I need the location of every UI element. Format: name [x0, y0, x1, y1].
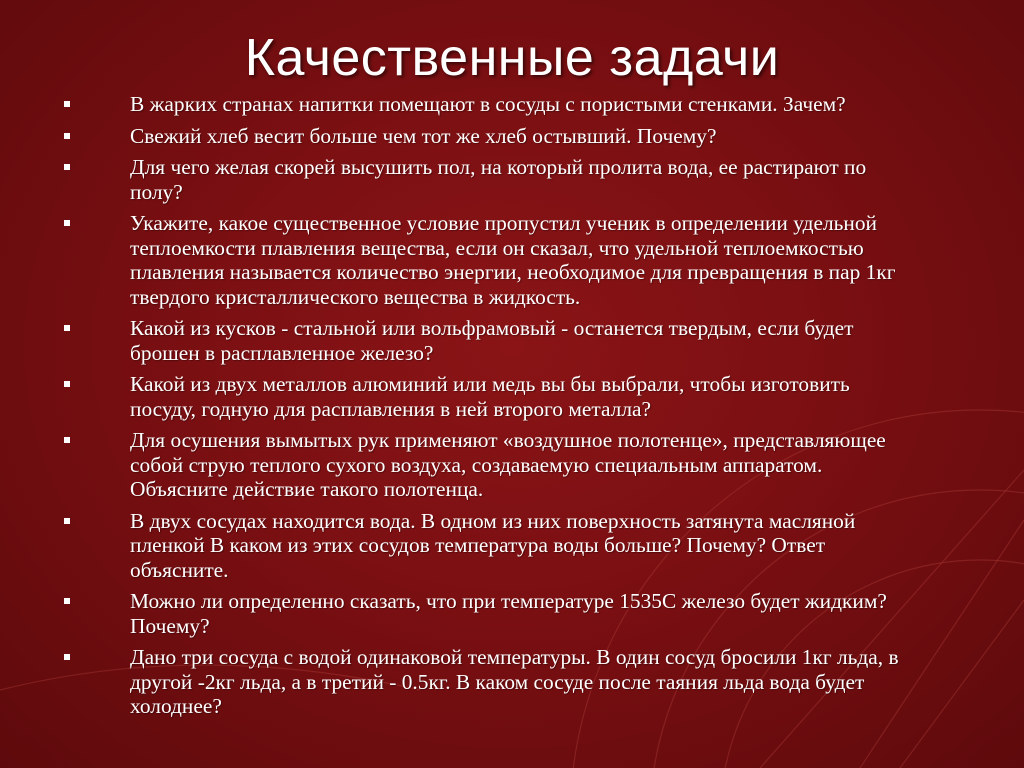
list-item [0, 428, 920, 502]
list-item [0, 509, 920, 583]
list-item [0, 211, 920, 309]
item-text: В жарких странах напитки помещают в сосуды с пористыми стенками. Зачем? [130, 92, 846, 116]
item-text: Какой из двух металлов алюминий или медь вы бы выбрали, чтобы изготовить посуду, годную для расплавления в ней второго металла? [130, 372, 850, 421]
item-text: Свежий хлеб весит больше чем тот же хлеб остывший. Почему? [130, 123, 717, 148]
list-item [0, 124, 920, 149]
item-text: Для осушения вымытых рук применяют «воздушное полотенце», представляющее собой струю теплого сухого воздуха, создаваемую специальным аппаратом. Объясните действие такого полотенца. [130, 428, 886, 501]
slide-title: Качественные задачи [244, 29, 780, 87]
bullet-icon [64, 325, 70, 331]
bullet-icon [64, 437, 70, 443]
bullet-icon [64, 220, 70, 226]
bullet-icon [64, 518, 70, 524]
bullet-icon [64, 654, 70, 660]
item-text: Можно ли определенно сказать, что при температуре 1535С железо будет жидким? Почему? [130, 589, 887, 638]
list-item [0, 155, 920, 204]
item-text: Укажите, какое существенное условие пропустил ученик в определении удельной теплоемкости плавления вещества, если он сказал, что удельной теплоемкостью плавления называется количество энергии, необходимое для превращения в пар 1кг твердого кристаллического вещества в жидкость. [130, 211, 896, 309]
bullet-icon [64, 101, 70, 107]
bullet-icon [64, 598, 70, 604]
list-item [0, 92, 920, 117]
list-item [0, 372, 920, 421]
item-text: Дано три сосуда с водой одинаковой температуры. В один сосуд бросили 1кг льда, в другой -2кг льда, а в третий - 0.5кг. В каком сосуде после таяния льда вода будет холоднее? [130, 645, 899, 718]
bullet-icon [64, 164, 70, 170]
item-text: В двух сосудах находится вода. В одном из них поверхность затянута масляной пленкой В каком из этих сосудов температура воды больше? Почему? Ответ объясните. [130, 508, 856, 582]
item-text: Для чего желая скорей высушить пол, на который пролита вода, ее растирают по полу? [130, 155, 867, 204]
list-item [0, 316, 920, 365]
list-item [0, 645, 920, 719]
item-text: Какой из кусков - стальной или вольфрамовый - останется твердым, если будет брошен в расплавленное железо? [130, 316, 854, 365]
question-list [0, 92, 1024, 726]
list-item [0, 589, 920, 638]
bullet-icon [64, 381, 70, 387]
bullet-icon [64, 133, 70, 139]
